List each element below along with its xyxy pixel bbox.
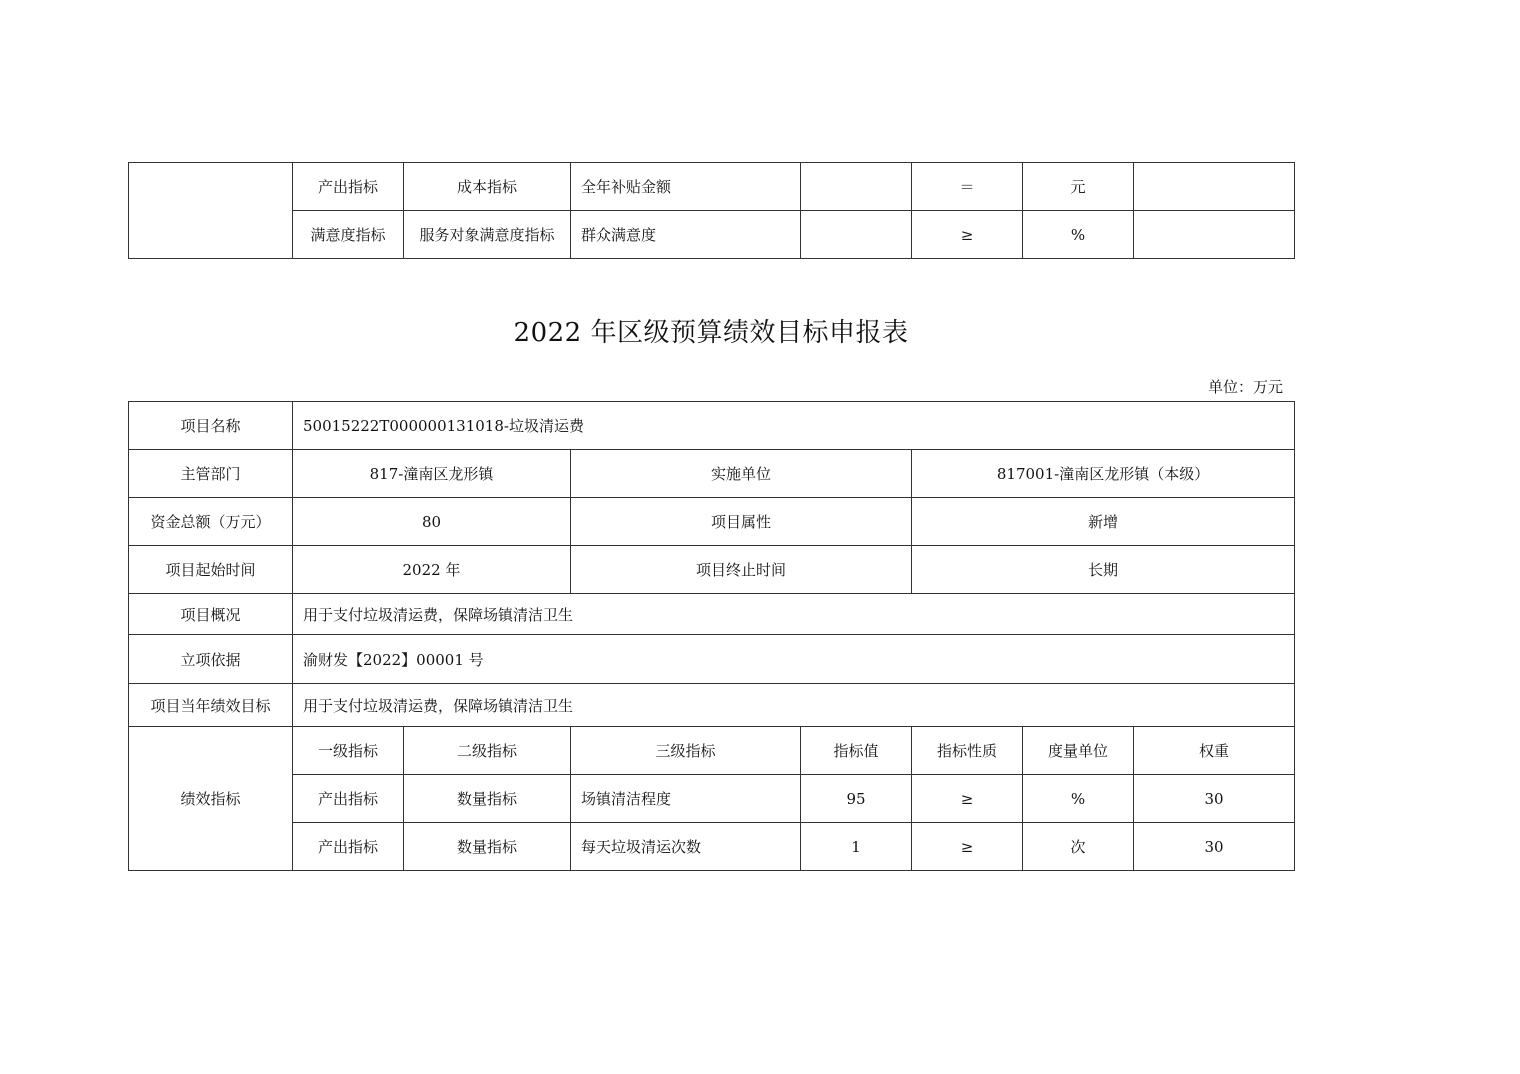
page-title: 2022 年区级预算绩效目标申报表 bbox=[513, 318, 909, 348]
value-cell bbox=[801, 211, 912, 259]
end-time-value: 长期 bbox=[912, 546, 1295, 594]
level2-cell: 成本指标 bbox=[404, 163, 571, 211]
perf-label: 绩效指标 bbox=[129, 727, 293, 871]
goal-label: 项目当年绩效目标 bbox=[129, 684, 293, 727]
nature-cell: ≥ bbox=[912, 775, 1023, 823]
nature-cell: ≥ bbox=[912, 823, 1023, 871]
value-cell: 1 bbox=[801, 823, 912, 871]
level2-cell: 数量指标 bbox=[404, 823, 571, 871]
end-time-label: 项目终止时间 bbox=[571, 546, 912, 594]
start-time-label: 项目起始时间 bbox=[129, 546, 293, 594]
table-row bbox=[129, 211, 1295, 259]
unit-cell: 次 bbox=[1023, 823, 1134, 871]
start-time-value: 2022 年 bbox=[293, 546, 571, 594]
level3-cell: 群众满意度 bbox=[571, 211, 801, 259]
continued-indicator-table bbox=[128, 162, 1295, 259]
weight-cell bbox=[1134, 211, 1295, 259]
project-name-label: 项目名称 bbox=[129, 402, 293, 450]
table-row bbox=[129, 635, 1295, 684]
column-header: 指标值 bbox=[801, 727, 912, 775]
table-row bbox=[129, 450, 1295, 498]
unit-note: 单位：万元 bbox=[1207, 378, 1283, 396]
table-row bbox=[129, 402, 1295, 450]
level1-cell: 产出指标 bbox=[293, 163, 404, 211]
project-name-value: 50015222T000000131018-垃圾清运费 bbox=[293, 402, 1295, 450]
table-row bbox=[129, 546, 1295, 594]
overview-label: 项目概况 bbox=[129, 594, 293, 635]
dept-label: 主管部门 bbox=[129, 450, 293, 498]
attr-label: 项目属性 bbox=[571, 498, 912, 546]
column-header: 三级指标 bbox=[571, 727, 801, 775]
column-header: 一级指标 bbox=[293, 727, 404, 775]
goal-value: 用于支付垃圾清运费，保障场镇清洁卫生 bbox=[293, 684, 1295, 727]
fund-label: 资金总额（万元） bbox=[129, 498, 293, 546]
basis-label: 立项依据 bbox=[129, 635, 293, 684]
dept-value: 817-潼南区龙形镇 bbox=[293, 450, 571, 498]
nature-cell: ≥ bbox=[912, 211, 1023, 259]
table-row bbox=[129, 163, 1295, 211]
table-row bbox=[129, 684, 1295, 727]
column-header: 权重 bbox=[1134, 727, 1295, 775]
unit-cell: % bbox=[1023, 211, 1134, 259]
column-header: 度量单位 bbox=[1023, 727, 1134, 775]
weight-cell bbox=[1134, 163, 1295, 211]
unit-cell: 元 bbox=[1023, 163, 1134, 211]
level3-cell: 每天垃圾清运次数 bbox=[571, 823, 801, 871]
impl-unit-value: 817001-潼南区龙形镇（本级） bbox=[912, 450, 1295, 498]
basis-value: 渝财发【2022】00001 号 bbox=[293, 635, 1295, 684]
table-row bbox=[129, 775, 1295, 823]
column-header: 二级指标 bbox=[404, 727, 571, 775]
level2-cell: 服务对象满意度指标 bbox=[404, 211, 571, 259]
impl-unit-label: 实施单位 bbox=[571, 450, 912, 498]
weight-cell: 30 bbox=[1134, 823, 1295, 871]
value-cell bbox=[801, 163, 912, 211]
table-row bbox=[129, 727, 1295, 775]
level3-cell: 场镇清洁程度 bbox=[571, 775, 801, 823]
nature-cell: ＝ bbox=[912, 163, 1023, 211]
overview-value: 用于支付垃圾清运费，保障场镇清洁卫生 bbox=[293, 594, 1295, 635]
budget-form-table bbox=[128, 401, 1295, 871]
level1-cell: 满意度指标 bbox=[293, 211, 404, 259]
fund-value: 80 bbox=[293, 498, 571, 546]
column-header: 指标性质 bbox=[912, 727, 1023, 775]
table-row bbox=[129, 594, 1295, 635]
attr-value: 新增 bbox=[912, 498, 1295, 546]
unit-cell: % bbox=[1023, 775, 1134, 823]
level1-cell: 产出指标 bbox=[293, 775, 404, 823]
empty-cell bbox=[129, 163, 293, 259]
level2-cell: 数量指标 bbox=[404, 775, 571, 823]
value-cell: 95 bbox=[801, 775, 912, 823]
level1-cell: 产出指标 bbox=[293, 823, 404, 871]
weight-cell: 30 bbox=[1134, 775, 1295, 823]
level3-cell: 全年补贴金额 bbox=[571, 163, 801, 211]
table-row bbox=[129, 823, 1295, 871]
table-row bbox=[129, 498, 1295, 546]
